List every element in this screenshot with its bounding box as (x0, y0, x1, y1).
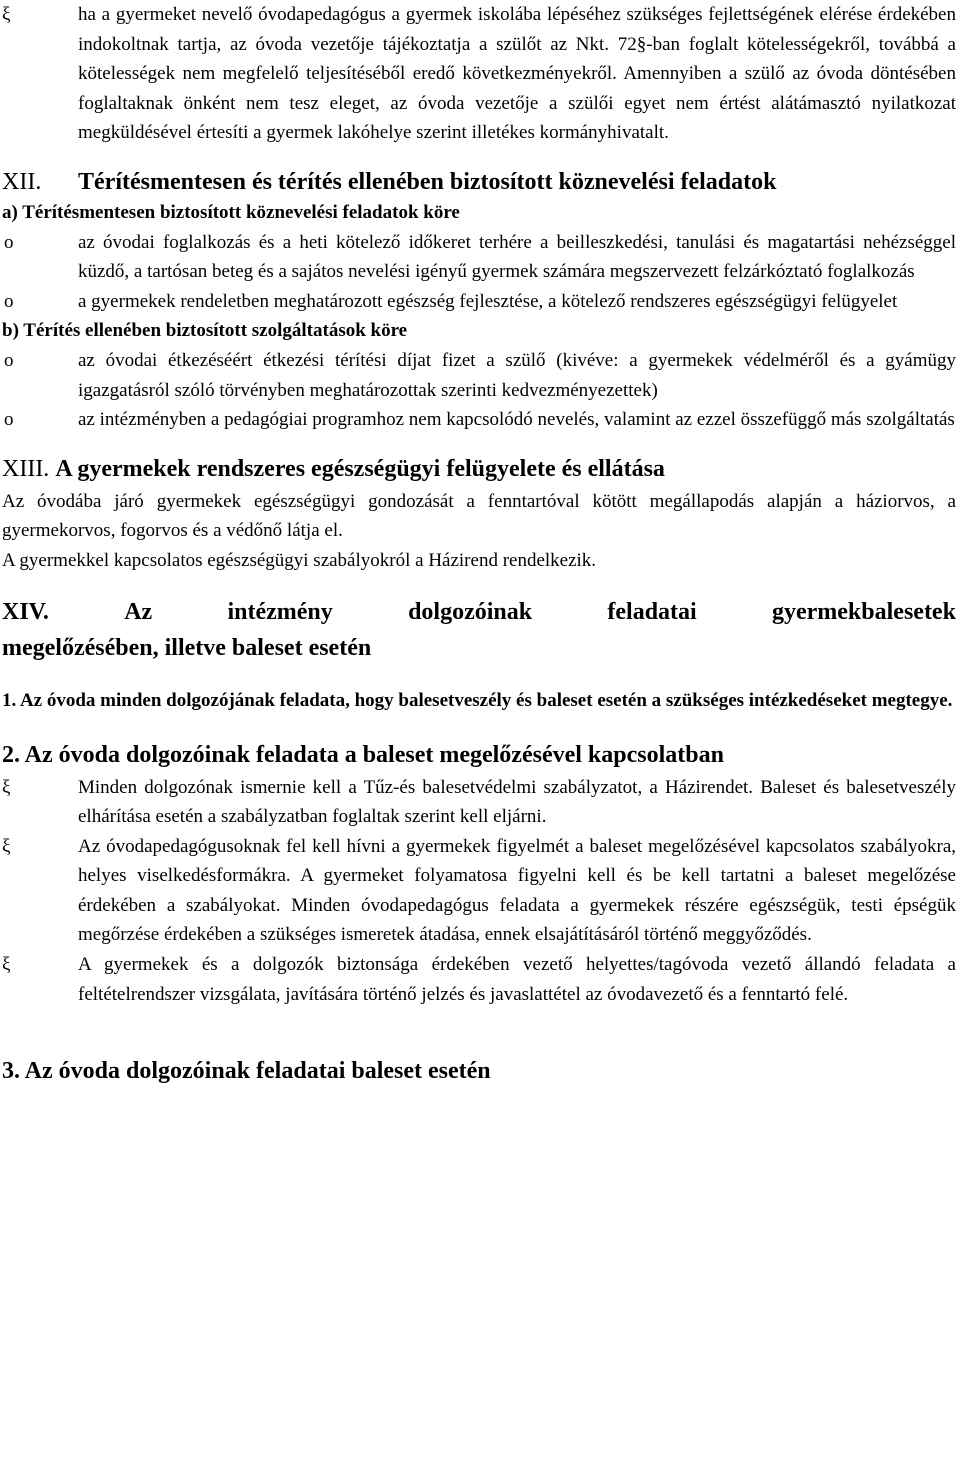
list-item (2, 832, 956, 950)
list-item-text: az óvodai foglalkozás és a heti kötelező időkeret terhére a beilleszkedési, tanulási és magatartási nehézséggel küzdő, a tartósan beteg és a sajátos nevelési igényű gyermek számára megszervezett felzárkóztató foglalkozás (78, 231, 956, 283)
section-xiii-paragraph-2: A gyermekkel kapcsolatos egészségügyi szabályokról a Házirend rendelkezik. (2, 549, 597, 571)
point-2-heading: 2. Az óvoda dolgozóinak feladata a baleset megelőzésével kapcsolatban (2, 741, 724, 768)
circle-bullet-icon: o (4, 409, 14, 431)
heading-word: Az (124, 598, 153, 625)
section-xiv-heading-line-1 (2, 594, 956, 630)
point-3-heading: 3. Az óvoda dolgozóinak feladatai baleset esetén (2, 1058, 491, 1085)
heading-word: feladatai (607, 598, 697, 625)
circle-bullet-icon: o (4, 290, 14, 312)
section-xii-number: XII. (2, 168, 42, 195)
section-xii-subheading-a: a) Térítésmentesen biztosított köznevelési feladatok köre (2, 201, 460, 223)
list-item (2, 773, 956, 832)
list-item (2, 287, 956, 317)
heading-word: intézmény (227, 598, 333, 625)
xi-bullet-icon: ξ (2, 835, 11, 857)
intro-bullet-item (2, 0, 956, 148)
list-item-text: Az óvodapedagógusoknak fel kell hívni a gyermekek figyelmét a baleset megelőzésével kapcsolatos szabályokra, helyes viselkedésformákra. A gyermeket folyamatosa figyelni kell és be kell tartatni a baleset megelőzése érdekében a szabályokat. Minden óvodapedagógus feladata a gyermekek részére egészségük, testi épségük megőrzése érdekében a szükséges ismeretek átadása, ennek elsajátításáról történő meggyőződés. (78, 835, 956, 946)
point-1: 1. Az óvoda minden dolgozójának feladata, hogy balesetveszély és baleset esetén a szükséges intézkedéseket megtegye. (2, 689, 953, 711)
heading-word: gyermekbalesetek (771, 598, 956, 625)
section-xii-subheading-b: b) Térítés ellenében biztosított szolgáltatások köre (2, 320, 408, 342)
xi-bullet-icon: ξ (2, 954, 11, 976)
list-item (2, 950, 956, 1009)
list-item (2, 346, 956, 405)
intro-text: ha a gyermeket nevelő óvodapedagógus a gyermek iskolába lépéséhez szükséges fejlettségének elérése érdekében indokoltnak tartja, az óvoda vezetője tájékoztatja a szülőt az Nkt. 72§-ban foglalt kötelességekről, továbbá a kötelességek nem megfelelő teljesítéséből eredő következményekről. Amennyiben a szülő az óvoda döntésében foglaltaknak önként nem tesz eleget, az óvoda vezetője a szülői egyet nem értést alátámasztó nyilatkozat megküldésével értesíti a gyermek lakóhelye szerint illetékes kormányhivatalt. (78, 4, 956, 144)
section-xiv-heading (2, 594, 956, 666)
heading-word: dolgozóinak (408, 598, 533, 625)
section-xiv-heading-line-2: megelőzésében, illetve baleset esetén (2, 634, 372, 661)
section-xii-title: Térítésmentesen és térítés ellenében biztosított köznevelési feladatok (78, 168, 777, 195)
circle-bullet-icon: o (4, 349, 14, 371)
section-xiv-number: XIV. (2, 598, 49, 625)
list-item (2, 405, 956, 435)
xi-bullet-icon: ξ (2, 4, 11, 25)
list-item (2, 228, 956, 287)
section-xiii-title: A gyermekek rendszeres egészségügyi felügyelete és ellátása (55, 455, 665, 482)
section-xiii-paragraph-1: Az óvodába járó gyermekek egészségügyi gondozását a fenntartóval kötött megállapodás alapján a háziorvos, a gyermekorvos, fogorvos és a védőnő látja el. (2, 490, 956, 542)
section-xiii-number: XIII. (2, 455, 50, 482)
list-item-text: a gyermekek rendeletben meghatározott egészség fejlesztése, a kötelező rendszeres egészségügyi felügyelet (78, 290, 898, 312)
xi-bullet-icon: ξ (2, 776, 11, 798)
list-item-text: az intézményben a pedagógiai programhoz nem kapcsolódó nevelés, valamint az ezzel összefüggő más szolgáltatás (78, 409, 955, 431)
list-item-text: az óvodai étkezéséért étkezési térítési díjat fizet a szülő (kivéve: a gyermekek védelméről és a gyámügy igazgatásról szóló törvényben meghatározottak szerinti kedvezményezettek) (78, 349, 956, 401)
section-xii-heading (2, 164, 956, 200)
list-item-text: A gyermekek és a dolgozók biztonsága érdekében vezető helyettes/tagóvoda vezető állandó feladata a feltételrendszer vizsgálata, javítására történő jelzés és javaslattétel az óvodavezető és a fenntartó felé. (78, 954, 956, 1005)
section-xiii-heading (2, 451, 956, 487)
circle-bullet-icon: o (4, 231, 14, 253)
list-item-text: Minden dolgozónak ismernie kell a Tűz-és balesetvédelmi szabályzatot, a Házirendet. Baleset és balesetveszély elhárítása esetén a szabályzatban foglaltak szerint kell eljárni. (78, 776, 956, 828)
